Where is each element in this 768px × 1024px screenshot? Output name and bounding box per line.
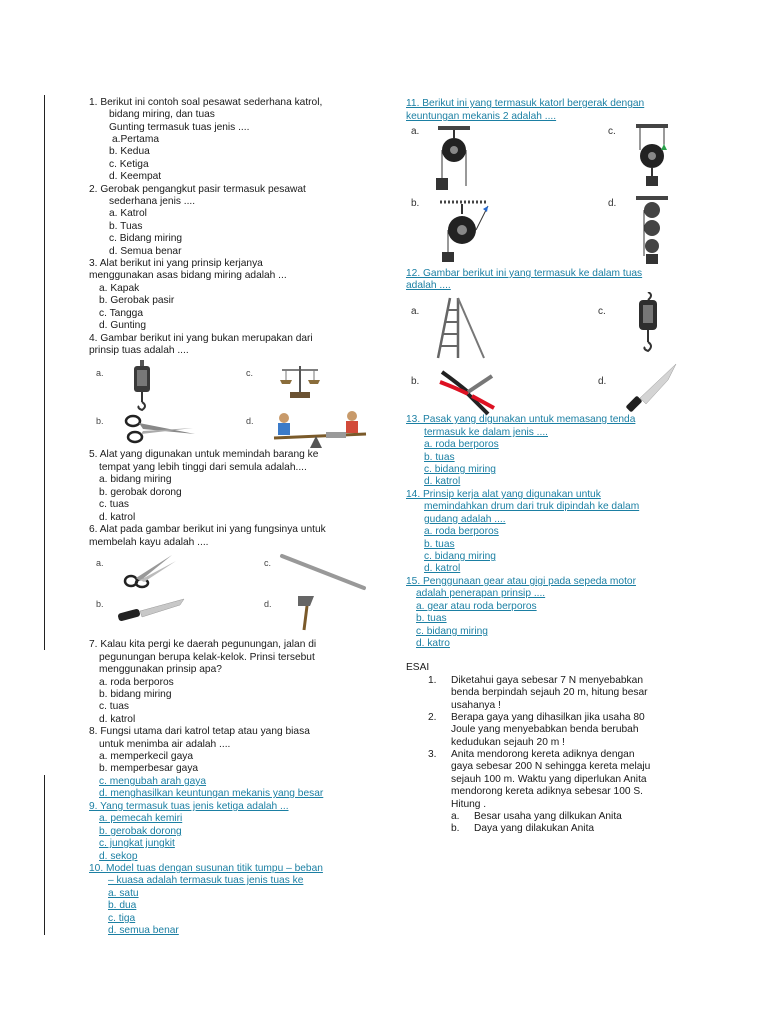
seesaw-icon — [266, 408, 374, 450]
q10-stem-2: – kuasa adalah termasuk tuas jenis tuas ke — [108, 875, 304, 886]
q13-option-b: b. tuas — [424, 452, 455, 463]
q14-option-b: b. tuas — [424, 539, 455, 550]
q10-option-d: d. semua benar — [108, 925, 179, 936]
scissors-icon — [123, 412, 197, 446]
q2-option-d: d. Semua benar — [109, 246, 182, 257]
q12-fig-label-d: d. — [598, 376, 607, 387]
q7-stem-1: 7. Kalau kita pergi ke daerah pegunungan, jalan di — [89, 639, 317, 650]
q9-option-b: b. gerobak dorong — [99, 826, 182, 837]
q15-stem-2: adalah penerapan prinsip .... — [416, 588, 546, 599]
q1-option-a: a.Pertama — [112, 134, 159, 145]
q14-stem-3: gudang adalah .... — [424, 514, 506, 525]
q12-stem-1: 12. Gambar berikut ini yang termasuk ke dalam tuas — [406, 268, 643, 279]
q5-option-b: b. gerobak dorong — [99, 487, 182, 498]
q14-option-a: a. roda berporos — [424, 526, 499, 537]
essay-1-line-2: benda berpindah sejauh 20 m, hitung besar — [451, 687, 648, 698]
essay-1-line-3: usahanya ! — [451, 700, 501, 711]
balance-scale-icon — [276, 362, 324, 400]
scissors-icon — [122, 553, 178, 589]
q15-option-d: d. katro — [416, 638, 450, 649]
essay-2-line-1: Berapa gaya yang dihasilkan jika usaha 80 — [451, 712, 645, 723]
q14-stem-1: 14. Prinsip kerja alat yang digunakan untuk — [406, 489, 601, 500]
q3-option-d: d. Gunting — [99, 320, 147, 331]
q9-option-c: c. jungkat jungkit — [99, 838, 175, 849]
stick-icon — [278, 552, 368, 592]
q8-option-b: b. memperbesar gaya — [99, 763, 199, 774]
q7-option-c: c. tuas — [99, 701, 130, 712]
pliers-icon — [436, 368, 496, 416]
essay-3-number: 3. — [428, 749, 437, 760]
ladder-icon — [436, 296, 488, 360]
q3-stem-2: menggunakan asas bidang miring adalah ... — [89, 270, 287, 281]
q6-stem-2: membelah kayu adalah .... — [89, 537, 209, 548]
q13-option-a: a. roda berporos — [424, 439, 499, 450]
q3-stem-1: 3. Alat berikut ini yang prinsip kerjanya — [89, 258, 263, 269]
q6-fig-label-d: d. — [264, 599, 272, 609]
q4-fig-label-a: a. — [96, 368, 104, 378]
q11-fig-label-b: b. — [411, 198, 420, 209]
q8-stem-1: 8. Fungsi utama dari katrol tetap atau yang biasa — [89, 726, 310, 737]
q4-stem-2: prinsip tuas adalah .... — [89, 345, 189, 356]
q4-fig-label-d: d. — [246, 416, 254, 426]
q14-option-c: c. bidang miring — [424, 551, 496, 562]
q13-option-c: c. bidang miring — [424, 464, 496, 475]
q10-option-c: c. tiga — [108, 913, 136, 924]
q15-stem-1: 15. Penggunaan gear atau gigi pada sepeda motor — [406, 576, 636, 587]
essay-3-line-2: gaya sebesar 200 N sehingga kereta melaju — [451, 761, 651, 772]
q2-option-c: c. Bidang miring — [109, 233, 183, 244]
q13-stem-2: termasuk ke dalam jenis .... — [424, 427, 548, 438]
axe-icon — [290, 592, 320, 632]
q6-fig-label-b: b. — [96, 599, 104, 609]
q11-stem-1: 11. Berikut ini yang termasuk katorl bergerak dengan — [406, 98, 645, 109]
q6-fig-label-a: a. — [96, 558, 104, 568]
essay-1-line-1: Diketahui gaya sebesar 7 N menyebabkan — [451, 675, 643, 686]
essay-3-line-4: mendorong kereta adiknya sebesar 100 S. — [451, 786, 643, 797]
q7-stem-3: menggunakan prinsip apa? — [99, 664, 222, 675]
q2-option-b: b. Tuas — [109, 221, 143, 232]
q2-stem-1: 2. Gerobak pengangkut pasir termasuk pesawat — [89, 184, 306, 195]
essay-3-line-3: sejauh 100 m. Waktu yang diperlukan Anita — [451, 774, 647, 785]
q1-option-b: b. Kedua — [109, 146, 150, 157]
q3-option-c: c. Tangga — [99, 308, 143, 319]
hanging-scale-icon — [128, 360, 156, 412]
essay-3-line-5: Hitung . — [451, 799, 487, 810]
q5-stem-2: tempat yang lebih tinggi dari semula adalah.... — [99, 462, 307, 473]
q12-fig-label-c: c. — [598, 306, 606, 317]
q10-stem-1: 10. Model tuas dengan susunan titik tumpu – beban — [89, 863, 323, 874]
q5-stem-1: 5. Alat yang digunakan untuk memindah barang ke — [89, 449, 319, 460]
q8-option-a: a. memperkecil gaya — [99, 751, 193, 762]
q9-option-d: d. sekop — [99, 851, 138, 862]
q7-option-d: d. katrol — [99, 714, 136, 725]
margin-rule-top — [44, 95, 45, 650]
q14-option-d: d. katrol — [424, 563, 461, 574]
q10-option-a: a. satu — [108, 888, 139, 899]
essay-3a-number: a. — [451, 811, 460, 822]
q10-option-b: b. dua — [108, 900, 137, 911]
q3-option-b: b. Gerobak pasir — [99, 295, 175, 306]
hanging-scale-icon — [634, 292, 662, 354]
q8-stem-2: untuk menimba air adalah .... — [99, 739, 231, 750]
q8-option-d: d. menghasilkan keuntungan mekanis yang besar — [99, 788, 324, 799]
q7-stem-2: pegunungan berupa kelak-kelok. Prinsi tersebut — [99, 652, 315, 663]
q15-option-c: c. bidang miring — [416, 626, 488, 637]
q15-option-b: b. tuas — [416, 613, 447, 624]
q5-option-a: a. bidang miring — [99, 474, 172, 485]
q1-option-c: c. Ketiga — [109, 159, 149, 170]
knife-icon — [116, 597, 186, 623]
q11-fig-label-a: a. — [411, 126, 420, 137]
q14-stem-2: memindahkan drum dari truk dipindah ke dalam — [424, 501, 640, 512]
q1-stem-2: bidang miring, dan tuas — [109, 109, 215, 120]
q11-fig-label-c: c. — [608, 126, 616, 137]
q11-stem-2: keuntungan mekanis 2 adalah .... — [406, 111, 557, 122]
pulley-icon — [432, 126, 476, 192]
q3-option-a: a. Kapak — [99, 283, 140, 294]
pulley-icon — [436, 198, 496, 264]
block-tackle-pulley-icon — [630, 196, 674, 266]
essay-heading: ESAI — [406, 662, 430, 673]
q1-stem-1: 1. Berikut ini contoh soal pesawat sederhana katrol, — [89, 97, 323, 108]
q11-fig-label-d: d. — [608, 198, 617, 209]
q4-fig-label-c: c. — [246, 368, 254, 378]
q7-option-a: a. roda berporos — [99, 677, 174, 688]
q8-option-c: c. mengubah arah gaya — [99, 776, 207, 787]
essay-3b-text: Daya yang dilakukan Anita — [474, 823, 595, 834]
q4-stem-1: 4. Gambar berikut ini yang bukan merupakan dari — [89, 333, 313, 344]
essay-2-line-3: kedudukan sejauh 20 m ! — [451, 737, 565, 748]
essay-3a-text: Besar usaha yang dilkukan Anita — [474, 811, 622, 822]
q1-stem-3: Gunting termasuk tuas jenis .... — [109, 122, 250, 133]
q13-option-d: d. katrol — [424, 476, 461, 487]
q4-fig-label-b: b. — [96, 416, 104, 426]
essay-3-line-1: Anita mendorong kereta adiknya dengan — [451, 749, 635, 760]
q9-stem-1: 9. Yang termasuk tuas jenis ketiga adalah ... — [89, 801, 289, 812]
q15-option-a: a. gear atau roda berporos — [416, 601, 537, 612]
q12-stem-2: adalah .... — [406, 280, 451, 291]
q13-stem-1: 13. Pasak yang digunakan untuk memasang tenda — [406, 414, 636, 425]
q12-fig-label-a: a. — [411, 306, 420, 317]
pulley-icon — [630, 124, 674, 190]
q9-option-a: a. pemecah kemiri — [99, 813, 183, 824]
q5-option-d: d. katrol — [99, 512, 136, 523]
q5-option-c: c. tuas — [99, 499, 130, 510]
q6-fig-label-c: c. — [264, 558, 272, 568]
q6-stem-1: 6. Alat pada gambar berikut ini yang fungsinya untuk — [89, 524, 326, 535]
margin-rule-bottom — [44, 775, 45, 935]
q1-option-d: d. Keempat — [109, 171, 162, 182]
q2-option-a: a. Katrol — [109, 208, 147, 219]
essay-3b-number: b. — [451, 823, 460, 834]
q12-fig-label-b: b. — [411, 376, 420, 387]
knife-icon — [624, 362, 680, 416]
q2-stem-2: sederhana jenis .... — [109, 196, 196, 207]
essay-2-line-2: Joule yang menyebabkan benda berubah — [451, 724, 639, 735]
essay-1-number: 1. — [428, 675, 437, 686]
essay-2-number: 2. — [428, 712, 437, 723]
q7-option-b: b. bidang miring — [99, 689, 172, 700]
